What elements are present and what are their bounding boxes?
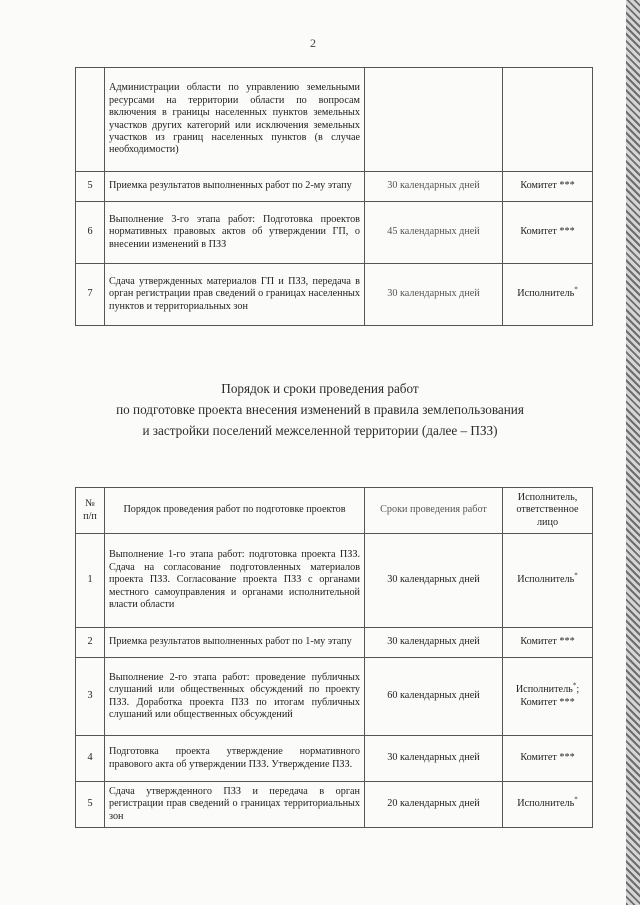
- section-title-line: Порядок и сроки проведения работ: [221, 381, 419, 396]
- row-duration: 30 календарных дней: [365, 172, 503, 202]
- row-executor: [503, 264, 593, 326]
- row-number: 2: [76, 628, 105, 658]
- row-procedure: Выполнение 2-го этапа работ: проведение публичных слушаний или общественных обсуждений по проекту ПЗЗ. Доработка проекта ПЗЗ по итогам публичных слушаний или общественных обсуждений: [105, 658, 365, 736]
- row-executor: [503, 782, 593, 828]
- row-procedure: Сдача утвержденного ПЗЗ и передача в орган регистрации прав сведений о границах территориальных зон: [105, 782, 365, 828]
- footnote-mark: *: [574, 795, 578, 804]
- table-row: [76, 68, 593, 172]
- row-executor: Комитет ***: [503, 202, 593, 264]
- executor-extra: ; Комитет ***: [520, 684, 580, 708]
- page-number: 2: [310, 36, 316, 50]
- footnote-mark: *: [574, 285, 578, 294]
- row-number: 1: [76, 534, 105, 628]
- row-procedure: Приемка результатов выполненных работ по 2-му этапу: [105, 172, 365, 202]
- table-header-row: [76, 488, 593, 534]
- row-number: 7: [76, 264, 105, 326]
- table-row: [76, 658, 593, 736]
- header-executor: Исполнитель, ответственное лицо: [503, 488, 593, 534]
- row-procedure: Выполнение 1-го этапа работ: подготовка проекта ПЗЗ. Сдача на согласование подготовленных материалов проекта ПЗЗ. Согласование проекта ПЗЗ с органами местного самоуправления и органами исполнительной власти области: [105, 534, 365, 628]
- row-procedure: Сдача утвержденных материалов ГП и ПЗЗ, передача в орган регистрации прав сведений о границах населенных пунктов и территориальных зон: [105, 264, 365, 326]
- executor-label: Исполнитель: [517, 798, 575, 810]
- row-procedure: Подготовка проекта утверждение нормативного правового акта об утверждении ПЗЗ. Утверждение ПЗЗ.: [105, 736, 365, 782]
- section-title: [60, 378, 580, 441]
- row-duration: 60 календарных дней: [365, 658, 503, 736]
- row-procedure: Приемка результатов выполненных работ по 1-му этапу: [105, 628, 365, 658]
- row-executor: [503, 534, 593, 628]
- scan-edge-pattern: [626, 0, 640, 905]
- row-procedure: Выполнение 3-го этапа работ: Подготовка проектов нормативных правовых актов об утверждении ГП, о внесении изменений в ПЗЗ: [105, 202, 365, 264]
- header-duration: Сроки проведения работ: [365, 488, 503, 534]
- row-executor: [503, 658, 593, 736]
- table-row: [76, 628, 593, 658]
- row-number: 5: [76, 782, 105, 828]
- executor-label: Исполнитель: [515, 684, 573, 696]
- row-executor: [503, 68, 593, 172]
- section-title-line: и застройки поселений межселенной территории (далее – ПЗЗ): [142, 423, 498, 438]
- row-duration: 30 календарных дней: [365, 628, 503, 658]
- table-row: [76, 202, 593, 264]
- row-number: 4: [76, 736, 105, 782]
- pzz-schedule-table: [75, 487, 593, 828]
- row-duration: 20 календарных дней: [365, 782, 503, 828]
- executor-label: Исполнитель: [517, 574, 575, 586]
- row-duration: 30 календарных дней: [365, 534, 503, 628]
- row-duration: [365, 68, 503, 172]
- row-number: 5: [76, 172, 105, 202]
- executor-label: Исполнитель: [517, 288, 575, 300]
- row-number: 6: [76, 202, 105, 264]
- table-row: [76, 736, 593, 782]
- table-row: [76, 264, 593, 326]
- row-number: [76, 68, 105, 172]
- footnote-mark: *: [574, 571, 578, 580]
- header-procedure: Порядок проведения работ по подготовке проектов: [105, 488, 365, 534]
- table-row: [76, 172, 593, 202]
- row-executor: Комитет ***: [503, 628, 593, 658]
- table-row: [76, 782, 593, 828]
- row-number: 3: [76, 658, 105, 736]
- row-duration: 30 календарных дней: [365, 264, 503, 326]
- row-duration: 30 календарных дней: [365, 736, 503, 782]
- row-executor: Комитет ***: [503, 736, 593, 782]
- table-row: [76, 534, 593, 628]
- row-duration: 45 календарных дней: [365, 202, 503, 264]
- row-executor: Комитет ***: [503, 172, 593, 202]
- schedule-table-continued: [75, 67, 593, 326]
- row-procedure: Администрации области по управлению земельными ресурсами на территории области по вопросам включения в границы населенных пунктов земельных участков других категорий или исключения земельных участков из границ населенных пунктов (в случае необходимости): [105, 68, 365, 172]
- footnote-mark: *: [572, 681, 577, 690]
- section-title-line: по подготовке проекта внесения изменений в правила землепользования: [116, 402, 524, 417]
- header-number: № п/п: [76, 488, 105, 534]
